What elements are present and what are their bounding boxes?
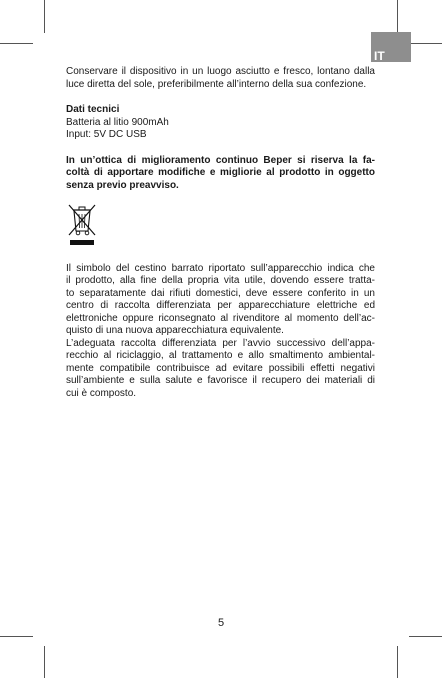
text-line: sull’ambiente e sulla salute e favorisce il recupero dei materiali di	[66, 375, 375, 386]
tech-section	[66, 104, 375, 142]
text-line: coltà di apportare modifiche e migliorie al prodotto in oggetto	[66, 167, 375, 178]
text-line: Input: 5V DC USB	[66, 129, 147, 140]
language-tab: IT	[371, 32, 411, 62]
text-line: elettroniche oppure riconsegnato al rivenditore al momento dell’ac-	[66, 312, 375, 324]
crossed-out-wheelie-bin-icon	[67, 204, 97, 246]
tech-heading: Dati tecnici	[66, 104, 120, 115]
text-line: quisto di una nuova apparecchiatura equivalente.	[66, 325, 284, 336]
text-line: In un’ottica di miglioramento continuo Beper si riserva la fa-	[66, 154, 375, 166]
page-number: 5	[217, 617, 225, 629]
text-line: mente compatibile contribuisce ad evitare possibili effetti negativi	[66, 362, 375, 374]
crop-mark	[44, 646, 45, 678]
crop-mark	[0, 636, 33, 637]
text-line: Il simbolo del cestino barrato riportato sull’apparecchio indica che	[66, 262, 375, 274]
text-line: L’adeguata raccolta differenziata per l’avvio successivo dell’appa-	[66, 337, 375, 349]
text-line: recchio al riciclaggio, al trattamento e allo smaltimento ambiental-	[66, 350, 375, 361]
text-line: il prodotto, alla fine della propria vita utile, dovendo essere tratta-	[66, 275, 375, 286]
disposal-paragraph	[66, 263, 375, 338]
crop-mark	[397, 646, 398, 678]
text-line: cui è composto.	[66, 387, 137, 399]
text-line: Batteria al litio 900mAh	[66, 116, 169, 128]
crop-mark	[397, 0, 398, 33]
crop-mark	[409, 43, 442, 44]
text-line: luce diretta del sole, preferibilmente all’interno della sua confezione.	[66, 78, 367, 90]
notice-paragraph	[66, 155, 375, 193]
text-line: centro di raccolta differenziata per apparecchiature elettriche ed	[66, 300, 375, 311]
crop-mark	[0, 43, 33, 44]
recycling-paragraph	[66, 338, 375, 401]
page-content	[66, 66, 375, 400]
crop-mark	[409, 636, 442, 637]
text-line: senza previo preavviso.	[66, 179, 179, 191]
text-line: to separatamente dai rifiuti domestici, deve essere conferito in un	[66, 287, 375, 299]
text-line: Conservare il dispositivo in un luogo asciutto e fresco, lontano dalla	[66, 66, 375, 77]
storage-paragraph	[66, 66, 375, 91]
crop-mark	[44, 0, 45, 33]
